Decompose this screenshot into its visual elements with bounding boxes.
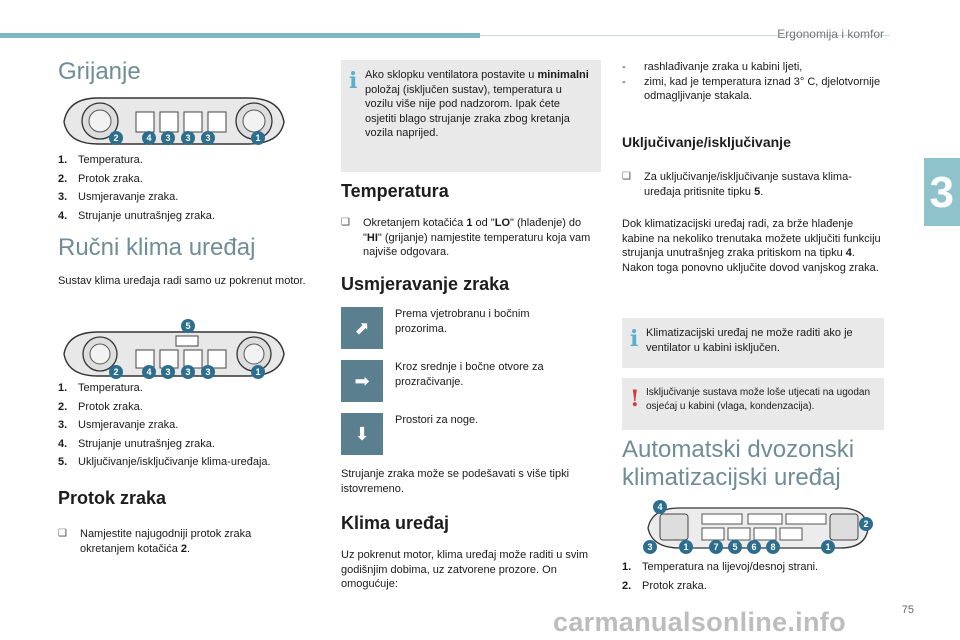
- air-direction-row: [341, 413, 575, 455]
- rucni-klima-heading: Ručni klima uređaj: [58, 234, 256, 261]
- panel1-callout: 3: [205, 133, 211, 143]
- panel2-callout: 5: [185, 321, 191, 331]
- panel2-callout: 4: [146, 367, 152, 377]
- protok-heading: Protok zraka: [58, 488, 167, 508]
- protok-instruction: ❑ Namjestite najugodniji protok zraka okretanjem kotačića 2.: [58, 528, 252, 555]
- panel3-callout: 8: [770, 542, 776, 552]
- ukljucivanje-heading: Uključivanje/isključivanje: [622, 134, 791, 150]
- panel3-callout: 1: [825, 542, 831, 552]
- feet-icon: ⬇: [341, 413, 383, 455]
- warning-note: [622, 378, 884, 430]
- panel2-callout: 3: [185, 367, 191, 377]
- info-note-text: Klimatizacijski uređaj ne može raditi ako je ventilator u kabini isključen.: [646, 327, 853, 354]
- automatski-heading: Automatski dvozonski klimatizacijski uređaj: [622, 436, 855, 491]
- page-number: 75: [901, 604, 914, 616]
- heating-panel-illustration: [58, 92, 288, 152]
- ukljucivanje-instruction: ❑ Za uključivanje/isključivanje sustava klima-uređaja pritisnite tipku 5.: [622, 171, 852, 198]
- watermark: carmanualsonline.info: [553, 607, 846, 637]
- list-item: 4. Strujanje unutrašnjeg zraka.: [58, 209, 215, 222]
- grijanje-list: [58, 151, 318, 225]
- panel2-callout: 3: [165, 367, 171, 377]
- list-item: 2. Protok zraka.: [58, 400, 143, 413]
- panel1-callout: 3: [185, 133, 191, 143]
- panel1-callout: 4: [146, 133, 152, 143]
- panel3-callout: 6: [751, 542, 757, 552]
- usmjeravanje-note: Strujanje zraka može se podešavati s više tipki istovremeno.: [341, 468, 570, 495]
- dual-zone-panel-illustration: [640, 500, 876, 556]
- list-item: 5. Uključivanje/isključivanje klima-uređaja.: [58, 456, 271, 468]
- grijanje-heading: Grijanje: [58, 58, 141, 85]
- list-item: 3. Usmjeravanje zraka.: [58, 191, 179, 203]
- section-header: Ergonomija i komfor: [777, 27, 884, 41]
- list-item: 1. Temperatura.: [58, 154, 143, 166]
- usmjeravanje-heading: Usmjeravanje zraka: [341, 274, 510, 294]
- checkbox-bullet-icon: ❑: [622, 171, 631, 182]
- panel3-callout: 3: [647, 542, 653, 552]
- list-item: 2. Protok zraka.: [622, 579, 707, 592]
- panel3-callout: 1: [683, 542, 689, 552]
- chapter-number: 3: [929, 168, 954, 217]
- info-note: [341, 60, 601, 172]
- checkbox-bullet-icon: ❑: [341, 217, 350, 228]
- info-icon: i: [349, 68, 358, 94]
- panel1-callout: 2: [113, 133, 119, 143]
- panel2-callout: 2: [113, 367, 119, 377]
- warning-note-text: Isključivanje sustava može loše utjecati na ugodan osjećaj u kabini (vlaga, kondenzacija).: [646, 387, 871, 412]
- temperatura-heading: Temperatura: [341, 181, 449, 201]
- air-direction-text: Kroz srednje i bočne otvore za prozračivanje.: [395, 361, 544, 388]
- list-item: 3. Usmjeravanje zraka.: [58, 419, 179, 431]
- header-accent-bar: [0, 33, 480, 38]
- panel3-callout: 7: [713, 542, 719, 552]
- left-column: [58, 58, 308, 86]
- list-item: 1. Temperatura na lijevoj/desnoj strani.: [622, 561, 819, 573]
- air-direction-text: Prostori za noge.: [395, 414, 479, 426]
- automatski-list: [622, 558, 884, 595]
- temperatura-instruction: ❑ Okretanjem kotačića 1 od "LO" (hlađenje) do "HI" (grijanje) namjestite temperaturu koja vam najviše odgovara.: [341, 217, 591, 259]
- dash-item: - rashlađivanje zraka u kabini ljeti,: [622, 61, 803, 73]
- klima-text: Uz pokrenut motor, klima uređaj može raditi u svim godišnjim dobima, uz zatvorene prozore. On omogućuje:: [341, 549, 588, 591]
- rucni-klima-text: Sustav klima uređaja radi samo uz pokrenut motor.: [58, 274, 306, 287]
- rucni-list: [58, 379, 320, 472]
- panel2-callout: 3: [205, 367, 211, 377]
- panel3-callout: 5: [732, 542, 738, 552]
- air-direction-text: Prema vjetrobranu i bočnim prozorima.: [395, 308, 530, 335]
- air-direction-row: [341, 307, 555, 349]
- checkbox-bullet-icon: ❑: [58, 528, 67, 539]
- klima-heading: Klima uređaj: [341, 513, 450, 533]
- panel2-callout: 1: [255, 367, 261, 377]
- panel3-callout: 2: [863, 519, 869, 529]
- recirculation-text: Dok klimatizacijski uređaj radi, za brže hlađenje kabine na nekoliko trenutaka možete uključiti funkciju strujanja unutrašnjeg zraka pritiskom na tipku 4. Nakon toga ponovno uključite dovod vanjskog zraka.: [622, 218, 881, 274]
- manual-ac-panel-illustration: [58, 318, 288, 380]
- warning-icon: !: [630, 386, 640, 412]
- list-item: 4. Strujanje unutrašnjeg zraka.: [58, 437, 215, 450]
- dash-item: - zimi, kad je temperatura iznad 3° C, djelotvornije odmagljivanje stakala.: [622, 75, 881, 103]
- panel1-callout: 3: [165, 133, 171, 143]
- air-direction-row: [341, 360, 575, 402]
- panel3-callout: 4: [657, 502, 663, 512]
- list-item: 1. Temperatura.: [58, 382, 143, 394]
- panel1-callout: 1: [255, 133, 261, 143]
- vent-icon: ➡: [341, 360, 383, 402]
- info-note: [622, 318, 884, 368]
- info-note-text: Ako sklopku ventilatora postavite u minimalni položaj (isključen sustav), temperatura u vozilu više nije pod nadzorom. Ipak ćete osjetiti blago strujanje zraka zbog kretanja vozila naprijed.: [365, 69, 589, 140]
- list-item: 2. Protok zraka.: [58, 172, 143, 185]
- windscreen-icon: ⬈: [341, 307, 383, 349]
- info-icon: i: [630, 326, 639, 352]
